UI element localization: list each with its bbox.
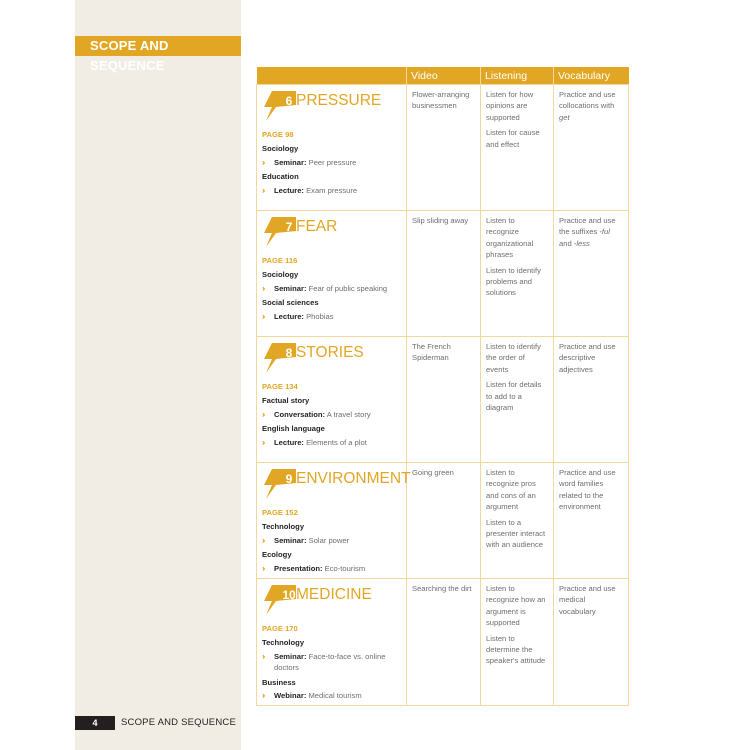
double-chevron-icon: ›› bbox=[262, 185, 264, 195]
unit-title: ENVIRONMENT bbox=[296, 470, 411, 487]
unit-cell bbox=[257, 85, 407, 211]
unit-title: MEDICINE bbox=[296, 585, 372, 603]
page-reference[interactable]: PAGE 98 bbox=[262, 130, 294, 139]
activity-item: ›› Seminar: Solar power bbox=[262, 535, 350, 545]
activity-item: ›› Lecture: Phobias bbox=[262, 311, 334, 321]
header-vocabulary: Vocabulary bbox=[554, 67, 629, 85]
listening-cell: Listen to recognize organizational phrases Listen to identify problems and solutions bbox=[481, 211, 554, 337]
activity-item: ›› Presentation: Eco-tourism bbox=[262, 563, 366, 573]
page-title-banner: SCOPE AND SEQUENCE bbox=[75, 36, 241, 56]
unit-cell bbox=[257, 337, 407, 463]
unit-cell bbox=[257, 463, 411, 579]
video-cell: Slip sliding away bbox=[407, 211, 481, 337]
activity-item: ›› Seminar: Fear of public speaking bbox=[262, 283, 388, 293]
subject-label: Sociology bbox=[262, 144, 299, 154]
unit-number: 7 bbox=[285, 220, 293, 234]
unit-heading bbox=[262, 583, 401, 617]
unit-number: 8 bbox=[285, 346, 293, 360]
vocabulary-cell: Practice and use descriptive adjectives bbox=[554, 337, 629, 463]
video-cell: The French Spiderman bbox=[407, 337, 481, 463]
video-cell: Flower-arranging businessmen bbox=[407, 85, 481, 211]
unit-heading bbox=[262, 341, 401, 375]
scope-table bbox=[256, 67, 629, 706]
unit-row-8 bbox=[257, 337, 629, 463]
header-listening: Listening bbox=[481, 67, 554, 85]
unit-title: FEAR bbox=[296, 218, 338, 235]
unit-title: STORIES bbox=[296, 344, 364, 361]
double-chevron-icon: ›› bbox=[262, 651, 264, 661]
activity-item: ›› Lecture: Exam pressure bbox=[262, 185, 358, 195]
unit-number: 9 bbox=[285, 472, 293, 486]
double-chevron-icon: ›› bbox=[262, 690, 264, 700]
unit-row-7 bbox=[257, 211, 629, 337]
activity-item: ›› Lecture: Elements of a plot bbox=[262, 437, 367, 447]
page-reference[interactable]: PAGE 116 bbox=[262, 256, 298, 265]
vocabulary-cell: Practice and use collocations with get bbox=[554, 85, 629, 211]
vocabulary-cell: Practice and use the suffixes -ful and -less bbox=[554, 211, 629, 337]
double-chevron-icon: ›› bbox=[262, 437, 264, 447]
double-chevron-icon: ›› bbox=[262, 563, 264, 573]
header-unit bbox=[257, 67, 407, 85]
unit-row-6 bbox=[257, 85, 629, 211]
activity-item: ›› Seminar: Face-to-face vs. online doctors bbox=[262, 651, 386, 673]
listening-cell: Listen to recognize pros and cons of an argument Listen to a presenter interact with an audience bbox=[481, 463, 554, 579]
unit-number: 6 bbox=[285, 94, 293, 108]
subject-label: Sociology bbox=[262, 270, 299, 280]
subject-label: Education bbox=[262, 172, 299, 182]
unit-title: PRESSURE bbox=[296, 92, 382, 109]
header-row bbox=[257, 67, 629, 85]
activity-item: ›› Seminar: Peer pressure bbox=[262, 157, 357, 167]
unit-heading bbox=[262, 215, 401, 249]
footer-label: SCOPE AND SEQUENCE bbox=[121, 717, 236, 728]
vocabulary-cell: Practice and use medical vocabulary bbox=[554, 578, 629, 705]
unit-cell bbox=[257, 578, 407, 705]
vocabulary-cell: Practice and use word families related to the environment bbox=[554, 463, 629, 579]
subject-label: Factual story bbox=[262, 396, 310, 406]
unit-number: 10 bbox=[282, 587, 296, 602]
listening-cell: Listen to recognize how an argument is supported Listen to determine the speaker's attitude bbox=[481, 578, 554, 705]
subject-label: Business bbox=[262, 677, 296, 687]
subject-label: Ecology bbox=[262, 550, 292, 560]
unit-heading bbox=[262, 89, 401, 123]
double-chevron-icon: ›› bbox=[262, 157, 264, 167]
activity-item: ›› Webinar: Medical tourism bbox=[262, 690, 362, 700]
page-reference[interactable]: PAGE 152 bbox=[262, 508, 298, 517]
listening-cell: Listen to identify the order of events Listen for details to add to a diagram bbox=[481, 337, 554, 463]
subject-label: Technology bbox=[262, 638, 305, 648]
unit-heading bbox=[262, 467, 411, 501]
side-strip bbox=[75, 0, 241, 750]
double-chevron-icon: ›› bbox=[262, 409, 264, 419]
page-reference[interactable]: PAGE 170 bbox=[262, 623, 298, 633]
page-footer bbox=[75, 716, 241, 730]
double-chevron-icon: ›› bbox=[262, 283, 264, 293]
unit-row-9 bbox=[257, 463, 629, 579]
page-reference[interactable]: PAGE 134 bbox=[262, 382, 298, 391]
subject-label: English language bbox=[262, 424, 325, 434]
subject-label: Social sciences bbox=[262, 298, 319, 308]
page-number: 4 bbox=[75, 716, 115, 730]
unit-cell bbox=[257, 211, 407, 337]
activity-item: ›› Conversation: A travel story bbox=[262, 409, 371, 419]
video-cell: Searching the dirt bbox=[407, 578, 481, 705]
video-cell: Going green bbox=[407, 463, 481, 579]
double-chevron-icon: ›› bbox=[262, 311, 264, 321]
unit-row-10 bbox=[257, 578, 629, 705]
listening-cell: Listen for how opinions are supported Listen for cause and effect bbox=[481, 85, 554, 211]
subject-label: Technology bbox=[262, 522, 305, 532]
header-video: Video bbox=[407, 67, 481, 85]
double-chevron-icon: ›› bbox=[262, 535, 264, 545]
